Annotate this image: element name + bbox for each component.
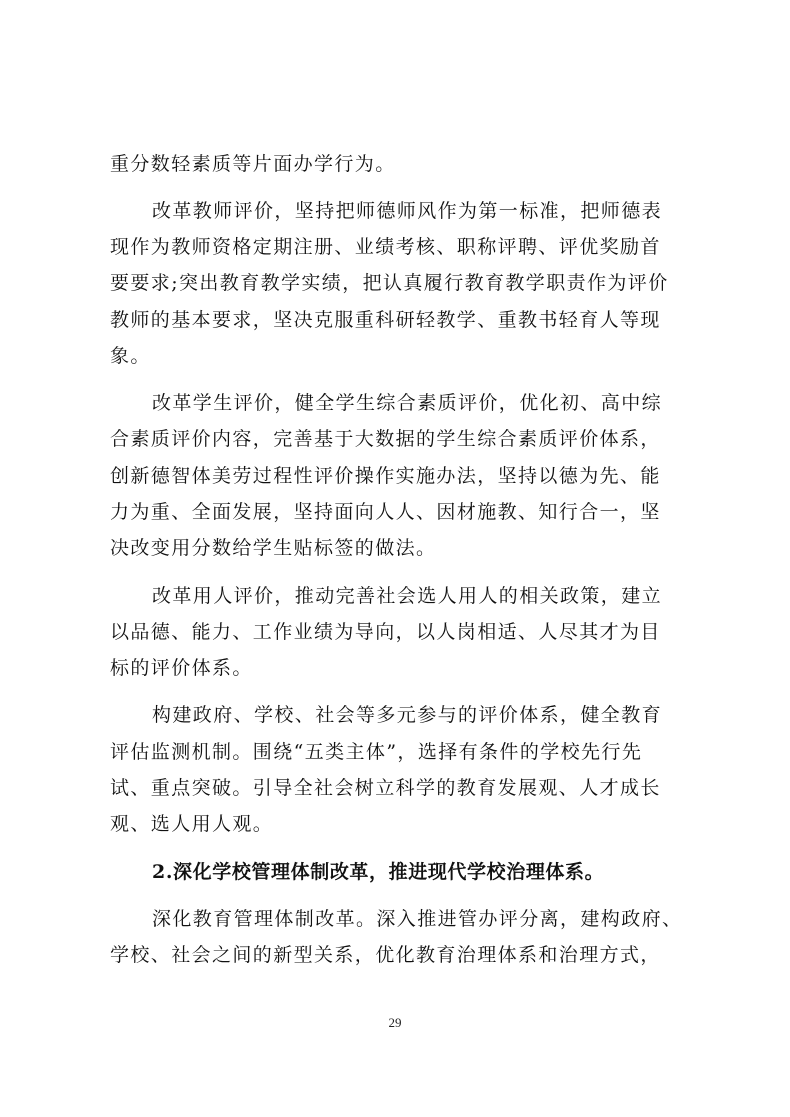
paragraph-employment-evaluation: 改革用人评价，推动完善社会选人用人的相关政策，建立 [152, 585, 663, 607]
text-line: 象。 [110, 345, 151, 367]
text-line: 力为重、全面发展，坚持面向人人、因材施教、知行合一，坚 [110, 501, 661, 523]
paragraph-teacher-evaluation: 改革教师评价，坚持把师德师风作为第一标准，把师德表 [152, 200, 663, 222]
paragraph-student-evaluation: 改革学生评价，健全学生综合素质评价，优化初、高中综 [152, 392, 663, 414]
section-heading: 2.深化学校管理体制改革，推进现代学校治理体系。 [152, 861, 605, 883]
text-line: 决改变用分数给学生贴标签的做法。 [110, 537, 437, 559]
text-line: 观、选人用人观。 [110, 813, 274, 835]
text-line: 创新德智体美劳过程性评价操作实施办法，坚持以德为先、能 [110, 465, 661, 487]
text-line: 评估监测机制。围绕“五类主体”，选择有条件的学校先行先 [110, 741, 643, 763]
text-line: 教师的基本要求，坚决克服重科研轻教学、重教书轻育人等现 [110, 309, 661, 331]
text-line: 要要求;突出教育教学实绩，把认真履行教育教学职责作为评价 [110, 272, 669, 294]
paragraph-evaluation-system: 构建政府、学校、社会等多元参与的评价体系，健全教育 [152, 704, 663, 726]
text-line: 学校、社会之间的新型关系，优化教育治理体系和治理方式， [110, 944, 661, 966]
text-line: 重分数轻素质等片面办学行为。 [110, 153, 396, 175]
text-line: 标的评价体系。 [110, 657, 253, 679]
text-line: 合素质评价内容，完善基于大数据的学生综合素质评价体系， [110, 428, 661, 450]
page-number: 29 [388, 1015, 402, 1030]
paragraph-management-reform: 深化教育管理体制改革。深入推进管办评分离，建构政府、 [152, 908, 683, 930]
text-line: 现作为教师资格定期注册、业绩考核、职称评聘、评优奖励首 [110, 236, 661, 258]
text-line: 以品德、能力、工作业绩为导向，以人岗相适、人尽其才为目 [110, 621, 661, 643]
text-line: 试、重点突破。引导全社会树立科学的教育发展观、人才成长 [110, 777, 661, 799]
